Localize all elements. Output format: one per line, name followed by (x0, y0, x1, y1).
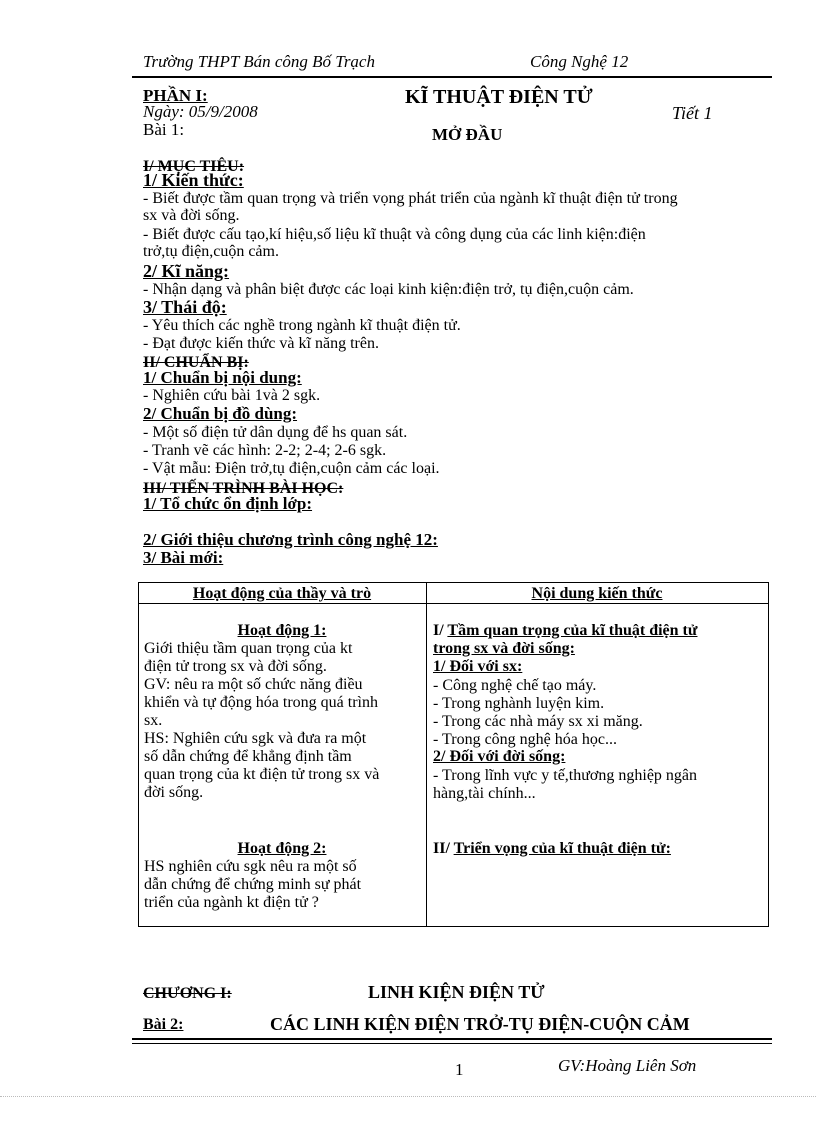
main-title: KĨ THUẬT ĐIỆN TỬ (405, 86, 593, 108)
content-1-heading (433, 622, 697, 640)
content-1-sub2-line: hàng,tài chính... (433, 785, 536, 802)
content-2-heading (433, 840, 671, 858)
table-header-rule (138, 603, 769, 604)
section-objectives-heading: I/ MỤC TIÊU: (143, 158, 245, 175)
process-step-1: 1/ Tổ chức ổn định lớp: (143, 494, 313, 513)
content-1-sub2-line: - Trong lĩnh vực y tế,thương nghiệp ngân (433, 767, 698, 784)
table-border-top (138, 582, 769, 583)
activity-1-line: khiển và tự động hóa trong quá trình (144, 694, 378, 711)
activity-1-body (144, 640, 379, 802)
chapter-label: CHƯƠNG I: (143, 985, 232, 1002)
table-header-content (426, 585, 768, 603)
prep-tools-line-3: - Vật mẫu: Điện trở,tụ điện,cuộn cảm các loại. (143, 460, 440, 477)
footer-rule-bottom (132, 1043, 772, 1044)
content-1-sub1-line: - Trong các nhà máy sx xi măng. (433, 713, 643, 730)
activity-1-line: quan trọng của kt điện tử trong sx và (144, 766, 380, 783)
teacher-name: GV:Hoàng Liên Sơn (558, 1056, 697, 1075)
prep-tools-heading: 2/ Chuẩn bị đồ dùng: (143, 404, 298, 423)
attitude-line-1: - Yêu thích các nghề trong ngành kĩ thuật điện tử. (143, 317, 461, 334)
content-1-sub1-heading: 1/ Đối với sx: (433, 658, 523, 675)
process-step-2: 2/ Giới thiệu chương trình công nghệ 12: (143, 530, 438, 549)
table-border-right (768, 582, 769, 927)
prep-content-line-1: - Nghiên cứu bài 1và 2 sgk. (143, 387, 321, 404)
attitude-heading: 3/ Thái độ: (143, 297, 227, 317)
activity-2-line: triển của ngành kt điện tử ? (144, 894, 319, 911)
content-1-heading-line1: Tầm quan trọng của kĩ thuật điện tử (447, 622, 698, 639)
footer-rule-top (132, 1038, 772, 1040)
header-rule (132, 76, 772, 78)
lesson-2-title: CÁC LINH KIỆN ĐIỆN TRỞ-TỤ ĐIỆN-CUỘN CẢM (270, 1014, 690, 1034)
knowledge-heading: 1/ Kiến thức: (143, 170, 244, 190)
chapter-title: LINH KIỆN ĐIỆN TỬ (368, 982, 545, 1002)
content-1-prefix: I/ (433, 622, 448, 639)
school-name: Trường THPT Bán công Bố Trạch (143, 52, 375, 71)
knowledge-line-3: - Biết được cấu tạo,kí hiệu,số liệu kĩ thuật và công dụng của các linh kiện:điện (143, 226, 646, 243)
prep-tools-line-1: - Một số điện tử dân dụng để hs quan sát. (143, 424, 408, 441)
content-1-sub1-line: - Trong công nghệ hóa học... (433, 731, 617, 748)
lesson-date: Ngày: 05/9/2008 (143, 102, 258, 121)
page-break-rule (0, 1096, 816, 1097)
table-header-activities (138, 585, 426, 603)
prep-tools-line-2: - Tranh vẽ các hình: 2-2; 2-4; 2-6 sgk. (143, 442, 387, 459)
page-number: 1 (455, 1060, 464, 1079)
sub-title: MỞ ĐẦU (432, 125, 503, 144)
content-2-prefix: II/ (433, 840, 454, 857)
table-column-divider (426, 582, 427, 927)
table-border-bottom (138, 926, 769, 927)
table-header-content-text: Nội dung kiến thức (531, 585, 663, 602)
skills-heading: 2/ Kĩ năng: (143, 261, 230, 281)
activity-1-heading: Hoạt động 1: (237, 622, 327, 639)
content-1-sub1-line: - Trong nghành luyện kim. (433, 695, 605, 712)
content-1-sub2-heading: 2/ Đối với đời sống: (433, 748, 566, 765)
knowledge-line-1: - Biết được tầm quan trọng và triển vọng phát triển của ngành kĩ thuật điện tử trong (143, 190, 678, 207)
activity-1-line: điện tử trong sx và đời sống. (144, 658, 327, 675)
activity-2-body (144, 858, 361, 912)
activity-1-line: Giới thiệu tầm quan trọng của kt (144, 640, 353, 657)
content-1-sub1-body (433, 677, 643, 749)
activity-2-line: HS nghiên cứu sgk nêu ra một số (144, 858, 357, 875)
knowledge-line-4: trở,tụ điện,cuộn cảm. (143, 243, 279, 260)
table-header-activities-text: Hoạt động của thầy và trò (192, 585, 372, 602)
period-label: Tiết 1 (672, 103, 713, 123)
activity-1-line: số dẫn chứng để khẳng định tầm (144, 748, 352, 765)
lesson-2-label: Bài 2: (143, 1016, 184, 1033)
process-step-3: 3/ Bài mới: (143, 548, 224, 567)
prep-content-heading: 1/ Chuẩn bị nội dung: (143, 368, 302, 387)
subject-name: Công Nghệ 12 (530, 52, 629, 71)
attitude-line-2: - Đạt được kiến thức và kĩ năng trên. (143, 335, 379, 352)
activity-2-line: dẫn chứng để chứng minh sự phát (144, 876, 362, 893)
section-preparation-heading: II/ CHUẨN BỊ: (143, 354, 249, 371)
activity-1-line: sx. (144, 712, 163, 729)
content-2-heading-text: Triển vọng của kĩ thuật điện tử: (453, 840, 671, 857)
lesson-number: Bài 1: (143, 120, 185, 139)
skills-line-1: - Nhận dạng và phân biệt được các loại kinh kiện:điện trở, tụ điện,cuộn cảm. (143, 281, 634, 298)
content-1-heading-line2: trong sx và đời sống: (433, 640, 575, 657)
activity-1-line: đời sống. (144, 784, 204, 801)
content-1-sub2-body (433, 767, 697, 803)
part-label: PHẦN I: (143, 86, 208, 105)
section-process-heading: III/ TIẾN TRÌNH BÀI HỌC: (143, 480, 344, 497)
knowledge-line-2: sx và đời sống. (143, 207, 240, 224)
content-1-sub1-line: - Công nghệ chế tạo máy. (433, 677, 597, 694)
activity-2-heading: Hoạt động 2: (237, 840, 327, 857)
activity-1-line: HS: Nghiên cứu sgk và đưa ra một (144, 730, 367, 747)
activity-1-line: GV: nêu ra một số chức năng điều (144, 676, 363, 693)
